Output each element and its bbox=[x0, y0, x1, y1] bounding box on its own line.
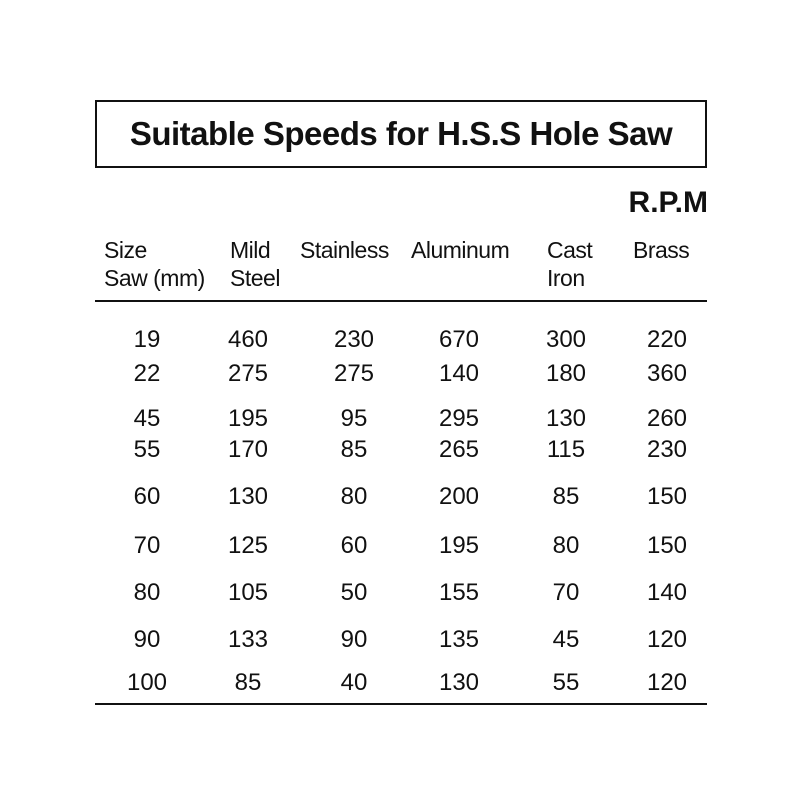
cell-aluminum: 295 bbox=[438, 405, 480, 432]
cell-brass: 260 bbox=[646, 405, 688, 432]
header-mild-steel-line2: Steel bbox=[230, 265, 280, 291]
cell-stainless: 230 bbox=[333, 326, 375, 353]
cell-aluminum: 670 bbox=[438, 326, 480, 353]
header-size-line2: Saw (mm) bbox=[104, 265, 205, 291]
cell-stainless: 275 bbox=[333, 360, 375, 387]
cell-stainless: 85 bbox=[340, 436, 368, 463]
table-row bbox=[0, 403, 800, 435]
table-row bbox=[0, 624, 800, 656]
cell-stainless: 80 bbox=[340, 483, 368, 510]
cell-aluminum: 140 bbox=[438, 360, 480, 387]
table-row bbox=[0, 358, 800, 390]
header-size bbox=[104, 236, 205, 292]
table-title: Suitable Speeds for H.S.S Hole Saw bbox=[129, 115, 673, 152]
header-size-line1: Size bbox=[104, 237, 147, 263]
cell-mild-steel: 195 bbox=[227, 405, 269, 432]
cell-mild-steel: 105 bbox=[227, 579, 269, 606]
cell-brass: 120 bbox=[646, 669, 688, 696]
cell-aluminum: 200 bbox=[438, 483, 480, 510]
cell-size: 22 bbox=[133, 360, 161, 387]
unit-label: R.P.M bbox=[628, 186, 708, 219]
cell-mild-steel: 133 bbox=[227, 626, 269, 653]
cell-cast-iron: 300 bbox=[545, 326, 587, 353]
cell-size: 45 bbox=[133, 405, 161, 432]
cell-size: 100 bbox=[126, 669, 168, 696]
header-brass bbox=[633, 236, 689, 264]
cell-aluminum: 155 bbox=[438, 579, 480, 606]
cell-brass: 150 bbox=[646, 483, 688, 510]
cell-mild-steel: 275 bbox=[227, 360, 269, 387]
bottom-divider bbox=[95, 703, 707, 705]
cell-size: 80 bbox=[133, 579, 161, 606]
cell-size: 55 bbox=[133, 436, 161, 463]
header-cast-iron-line1: Cast bbox=[547, 237, 593, 263]
cell-cast-iron: 70 bbox=[552, 579, 580, 606]
cell-brass: 140 bbox=[646, 579, 688, 606]
cell-brass: 120 bbox=[646, 626, 688, 653]
header-divider bbox=[95, 300, 707, 302]
cell-stainless: 50 bbox=[340, 579, 368, 606]
table-row bbox=[0, 667, 800, 699]
cell-size: 90 bbox=[133, 626, 161, 653]
cell-cast-iron: 45 bbox=[552, 626, 580, 653]
cell-cast-iron: 115 bbox=[546, 436, 586, 463]
cell-mild-steel: 460 bbox=[227, 326, 269, 353]
cell-size: 60 bbox=[133, 483, 161, 510]
cell-cast-iron: 85 bbox=[552, 483, 580, 510]
table-row bbox=[0, 434, 800, 466]
cell-cast-iron: 80 bbox=[552, 532, 580, 559]
cell-aluminum: 135 bbox=[438, 626, 480, 653]
cell-brass: 220 bbox=[646, 326, 688, 353]
header-mild-steel-line1: Mild bbox=[230, 237, 271, 263]
cell-stainless: 60 bbox=[340, 532, 368, 559]
cell-mild-steel: 130 bbox=[227, 483, 269, 510]
table-row bbox=[0, 530, 800, 562]
cell-stainless: 40 bbox=[340, 669, 368, 696]
cell-size: 19 bbox=[133, 326, 161, 353]
cell-stainless: 90 bbox=[340, 626, 368, 653]
cell-stainless: 95 bbox=[340, 405, 368, 432]
cell-cast-iron: 130 bbox=[545, 405, 587, 432]
cell-cast-iron: 55 bbox=[552, 669, 580, 696]
cell-cast-iron: 180 bbox=[545, 360, 587, 387]
header-stainless-label: Stainless bbox=[300, 237, 389, 263]
header-brass-label: Brass bbox=[633, 237, 690, 263]
header-cast-iron-line2: Iron bbox=[547, 265, 585, 291]
header-aluminum bbox=[411, 236, 509, 264]
title-box bbox=[95, 100, 707, 168]
header-aluminum-label: Aluminum bbox=[411, 237, 510, 263]
cell-brass: 230 bbox=[646, 436, 688, 463]
table-row bbox=[0, 481, 800, 513]
header-cast-iron bbox=[547, 236, 592, 292]
cell-aluminum: 195 bbox=[438, 532, 480, 559]
header-mild-steel bbox=[230, 236, 280, 292]
header-stainless bbox=[300, 236, 389, 264]
cell-mild-steel: 125 bbox=[227, 532, 269, 559]
cell-aluminum: 265 bbox=[438, 436, 480, 463]
table-row bbox=[0, 577, 800, 609]
cell-mild-steel: 85 bbox=[234, 669, 262, 696]
cell-size: 70 bbox=[133, 532, 161, 559]
cell-brass: 360 bbox=[646, 360, 688, 387]
cell-aluminum: 130 bbox=[438, 669, 480, 696]
cell-brass: 150 bbox=[646, 532, 688, 559]
table-row bbox=[0, 324, 800, 356]
cell-mild-steel: 170 bbox=[227, 436, 269, 463]
